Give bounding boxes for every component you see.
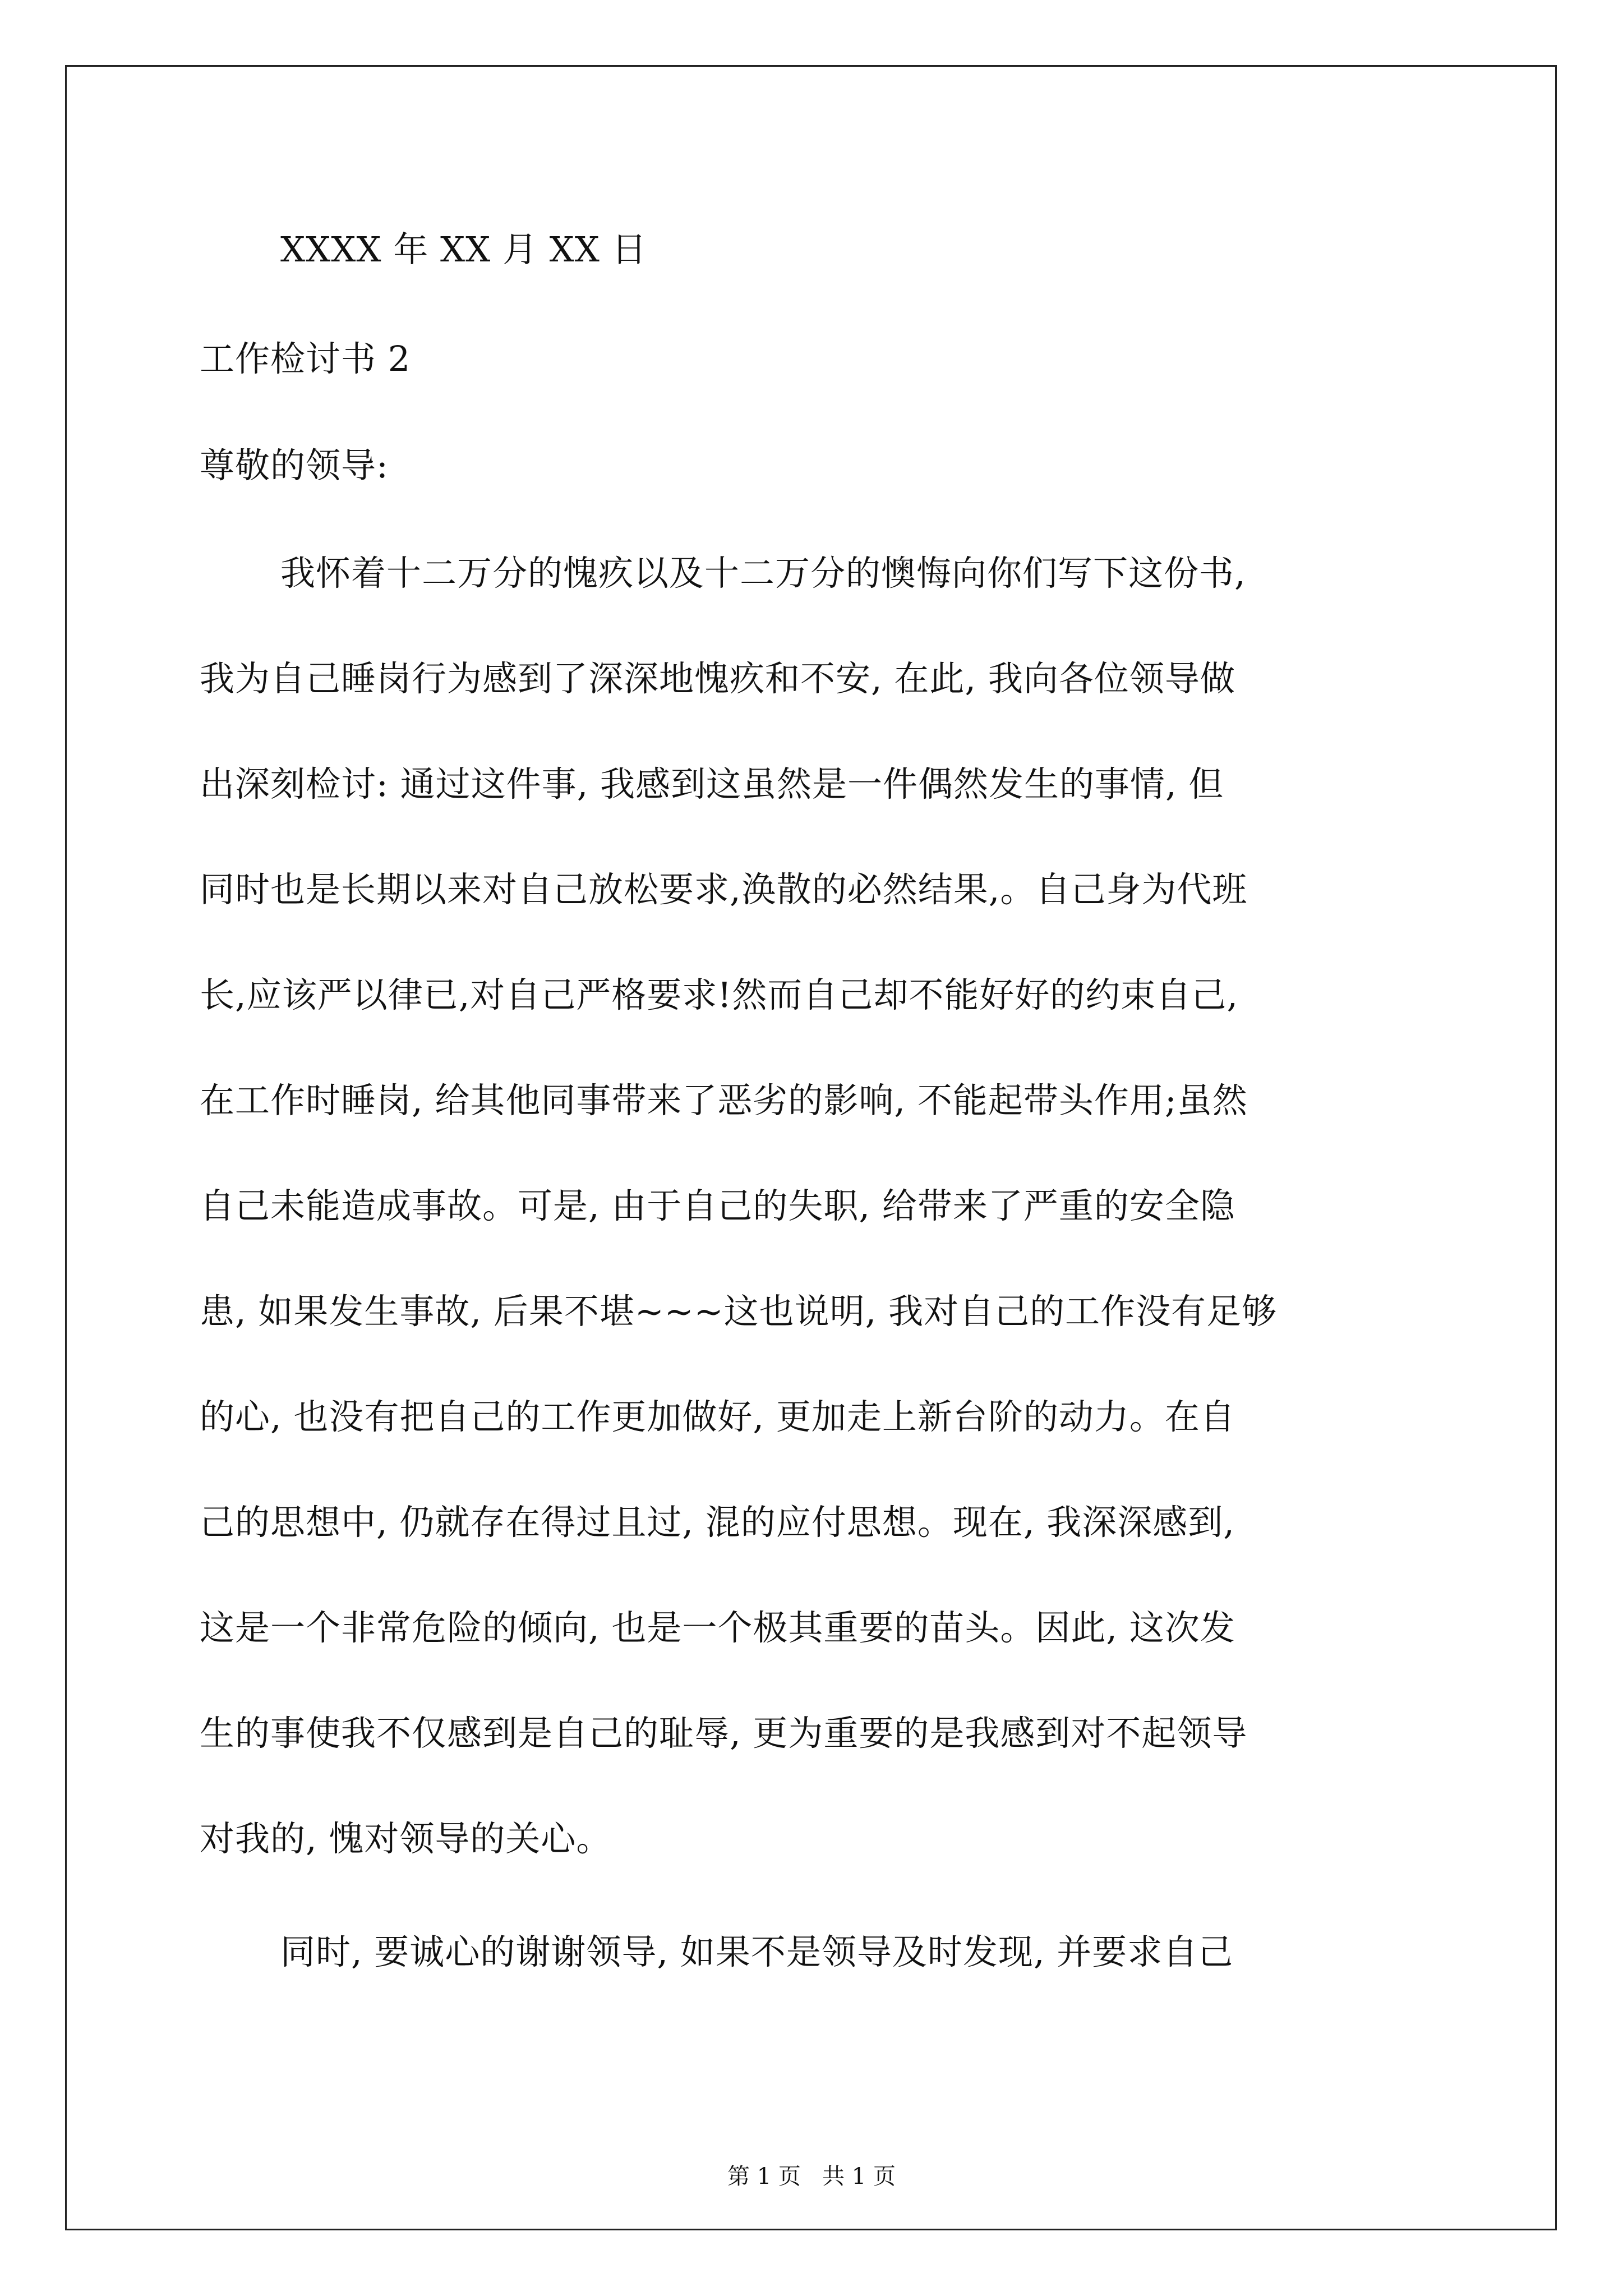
date-line: XXXX 年 XX 月 XX 日 xyxy=(280,229,647,270)
paragraph-1-line: 同时也是长期以来对自己放松要求,涣散的必然结果,。自己身为代班 xyxy=(200,869,1248,910)
paragraph-2-line: 同时, 要诚心的谢谢领导, 如果不是领导及时发现, 并要求自己 xyxy=(280,1931,1234,1972)
paragraph-1-line: 我为自己睡岗行为感到了深深地愧疚和不安, 在此, 我向各位领导做 xyxy=(200,658,1235,699)
paragraph-1-line: 出深刻检讨: 通过这件事, 我感到这虽然是一件偶然发生的事情, 但 xyxy=(200,763,1224,804)
paragraph-1-line: 对我的, 愧对领导的关心。 xyxy=(200,1818,612,1859)
paragraph-1-line: 这是一个非常危险的倾向, 也是一个极其重要的苗头。因此, 这次发 xyxy=(200,1607,1235,1648)
page-number: 第 1 页 共 1 页 xyxy=(727,2164,896,2189)
paragraph-1-line: 自己未能造成事故。可是, 由于自己的失职, 给带来了严重的安全隐 xyxy=(200,1185,1235,1226)
paragraph-1-line: 我怀着十二万分的愧疚以及十二万分的懊悔向你们写下这份书, xyxy=(280,553,1246,593)
paragraph-1-line: 在工作时睡岗, 给其他同事带来了恶劣的影响, 不能起带头作用;虽然 xyxy=(200,1080,1248,1121)
page-border xyxy=(65,65,1557,2230)
salutation: 尊敬的领导: xyxy=(200,445,389,486)
document-title: 工作检讨书 2 xyxy=(200,338,411,379)
paragraph-1-line: 的心, 也没有把自己的工作更加做好, 更加走上新台阶的动力。在自 xyxy=(200,1396,1235,1437)
paragraph-1-line: 己的思想中, 仍就存在得过且过, 混的应付思想。现在, 我深深感到, xyxy=(200,1502,1235,1543)
paragraph-1-line: 生的事使我不仅感到是自己的耻辱, 更为重要的是我感到对不起领导 xyxy=(200,1713,1248,1754)
paragraph-1-line: 长,应该严以律已,对自己严格要求!然而自己却不能好好的约束自己, xyxy=(200,974,1239,1015)
paragraph-1-line: 患, 如果发生事故, 后果不堪~~~这也说明, 我对自己的工作没有足够 xyxy=(200,1291,1278,1332)
